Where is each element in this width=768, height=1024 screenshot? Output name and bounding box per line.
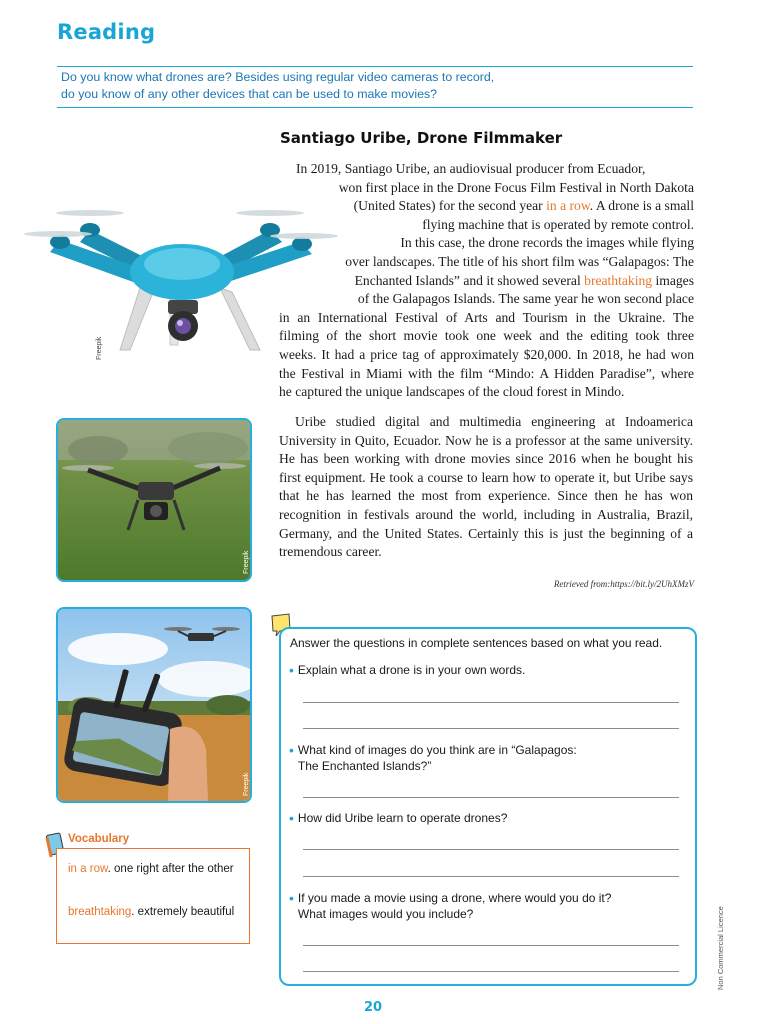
p1-line: won first place in the Drone Focus Film Festival in North Dakota: [338, 179, 694, 195]
vocabulary-entry: [68, 862, 238, 877]
question-text: The Enchanted Islands?”: [297, 759, 432, 773]
question-item: [289, 890, 611, 922]
p1-line: of the Galapagos Islands. The same year he won second place: [357, 291, 694, 307]
p1-line: he captured the unique landscapes of the cloud forest in Mindo.: [279, 384, 625, 400]
p1-line: filming of the short movie took one week and the editing took three: [279, 328, 694, 344]
questions-instructions: Answer the questions in complete sentences based on what you read.: [290, 636, 663, 650]
answer-line[interactable]: [303, 945, 679, 946]
article-title: Santiago Uribe, Drone Filmmaker: [280, 129, 563, 147]
answer-line[interactable]: [303, 728, 679, 729]
p1-line: the Festival in Miami with the film “Mindo: A Hidden Paradise”, where: [279, 365, 694, 381]
answer-line[interactable]: [303, 876, 679, 877]
page-heading: Reading: [57, 20, 156, 44]
p1-line: flying machine that is operated by remote control.: [422, 216, 694, 232]
question-text: If you made a movie using a drone, where would you do it?: [297, 891, 612, 905]
vocabulary-definition: . extremely beautiful: [131, 906, 235, 918]
drone-photo: [56, 418, 252, 582]
p1-text: (United States) for the second year: [353, 198, 547, 214]
answer-line[interactable]: [303, 702, 679, 703]
question-item: [289, 742, 577, 774]
p1-text: Enchanted Islands” and it showed several: [354, 272, 585, 288]
vocab-term-highlight: in a row: [546, 198, 590, 214]
question-item: [289, 662, 525, 679]
p1-line: over landscapes. The title of his short film was “Galapagos: The: [345, 253, 694, 269]
photo-credit: Freepik: [243, 550, 250, 574]
answer-line[interactable]: [303, 971, 679, 972]
vocabulary-entry: [68, 905, 238, 920]
drone-photo-svg: [58, 420, 250, 580]
vocabulary-title: Vocabulary: [68, 833, 130, 845]
bullet-icon: •: [289, 662, 294, 678]
intro-questions: [57, 66, 693, 108]
vocabulary-term: in a row: [68, 863, 108, 875]
p1-line: in an International Festival of Arts and Tourism in the Ukraine. The: [279, 309, 694, 325]
intro-line-2: do you know of any other devices that can be used to make movies?: [61, 87, 438, 101]
question-text: What kind of images do you think are in “Galapagos:: [297, 743, 577, 757]
bullet-icon: •: [289, 890, 294, 906]
questions-box: [279, 627, 697, 986]
vocabulary-term: breathtaking: [68, 906, 132, 918]
question-item: [289, 810, 507, 827]
p1-line: In this case, the drone records the images while flying: [400, 235, 694, 251]
article-paragraph-1: [279, 160, 694, 402]
question-text: Explain what a drone is in your own words.: [297, 663, 526, 677]
p1-text: . A drone is a small: [589, 198, 694, 214]
vocab-term-highlight: breathtaking: [584, 272, 653, 288]
photo-credit: Freepik: [243, 772, 250, 796]
page-number: 20: [364, 1000, 383, 1015]
p1-text: images: [652, 272, 694, 288]
p1-line: weeks. It had a price tag of approximately $20,000. In 2018, he had won: [279, 346, 694, 362]
vocabulary-box: [56, 848, 250, 944]
article-paragraph-2: Uribe studied digital and multimedia engineering at Indoamerica University in Quito, Ecuador. Now he is a professor at the same university. He has been working with drone movies since 2016 when he bought his first equipment. He took a course to learn how to operate it, but Uribe says that he has learned the most from experience. Since then he has won recognition in festivals around the world, including in Australia, Brazil, Germany, and the United States. Certainly this is just the beginning of a tremendous career.: [279, 414, 693, 560]
answer-line[interactable]: [303, 849, 679, 850]
p1-line: In 2019, Santiago Uribe, an audiovisual producer from Ecuador,: [296, 161, 646, 176]
photo-credit: Freepik: [96, 336, 103, 360]
bullet-icon: •: [289, 810, 294, 826]
license-note: Non Commercial Licence: [716, 906, 725, 990]
p1-line: [279, 197, 694, 216]
remote-control-photo-svg: [58, 609, 250, 801]
remote-control-photo: [56, 607, 252, 803]
vocabulary-definition: . one right after the other: [107, 863, 234, 875]
bullet-icon: •: [289, 742, 294, 758]
source-citation: Retrieved from:https://bit.ly/2UhXMzV: [553, 579, 694, 589]
intro-line-1: Do you know what drones are? Besides using regular video cameras to record,: [61, 70, 495, 84]
p1-line: [279, 272, 694, 291]
answer-line[interactable]: [303, 797, 679, 798]
question-text: How did Uribe learn to operate drones?: [297, 811, 508, 825]
question-text: What images would you include?: [297, 907, 474, 921]
